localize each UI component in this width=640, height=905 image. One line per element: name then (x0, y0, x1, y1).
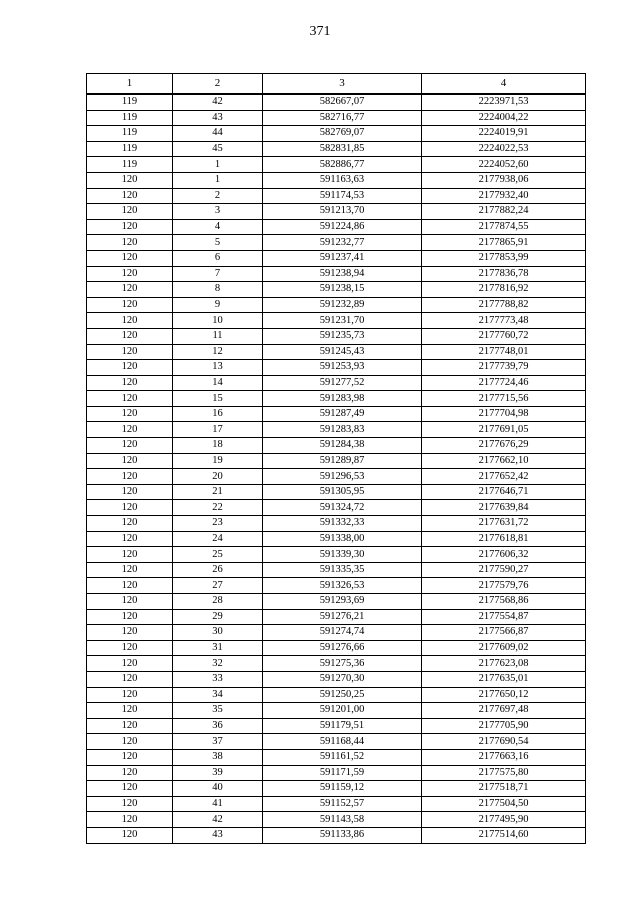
table-cell-col-3: 591161,52 (263, 749, 422, 765)
table-cell-col-2: 44 (173, 126, 263, 142)
table-cell-col-2: 40 (173, 781, 263, 797)
table-cell-col-3: 591338,00 (263, 531, 422, 547)
table-cell-col-2: 45 (173, 141, 263, 157)
table-cell-col-4: 2177590,27 (422, 562, 586, 578)
table-cell-col-2: 32 (173, 656, 263, 672)
table-row (87, 562, 586, 578)
table-row (87, 749, 586, 765)
table-cell-col-3: 582769,07 (263, 126, 422, 142)
table-row (87, 640, 586, 656)
table-cell-col-2: 13 (173, 360, 263, 376)
table-row (87, 812, 586, 828)
table-cell-col-1: 119 (87, 141, 173, 157)
table-cell-col-1: 120 (87, 406, 173, 422)
table-row (87, 94, 586, 110)
table-cell-col-4: 2177724,46 (422, 375, 586, 391)
table-cell-col-4: 2177618,81 (422, 531, 586, 547)
table-body (87, 94, 586, 843)
table-row (87, 344, 586, 360)
table-cell-col-2: 1 (173, 172, 263, 188)
table-cell-col-4: 2177760,72 (422, 328, 586, 344)
table-cell-col-1: 120 (87, 172, 173, 188)
table-row (87, 500, 586, 516)
table-cell-col-3: 591152,57 (263, 796, 422, 812)
table-row (87, 765, 586, 781)
table-cell-col-2: 42 (173, 812, 263, 828)
table-row (87, 594, 586, 610)
table-cell-col-2: 28 (173, 594, 263, 610)
table-row (87, 827, 586, 843)
table-cell-col-4: 2177690,54 (422, 734, 586, 750)
table-cell-col-1: 120 (87, 500, 173, 516)
table-row (87, 484, 586, 500)
table-cell-col-1: 120 (87, 250, 173, 266)
table-cell-col-2: 35 (173, 703, 263, 719)
table-row (87, 360, 586, 376)
table-row (87, 126, 586, 142)
coordinates-table (86, 73, 586, 844)
table-cell-col-1: 119 (87, 126, 173, 142)
table-cell-col-4: 2177938,06 (422, 172, 586, 188)
table-row (87, 609, 586, 625)
table-cell-col-4: 2177882,24 (422, 204, 586, 220)
table-cell-col-1: 120 (87, 516, 173, 532)
table-cell-col-4: 2177773,48 (422, 313, 586, 329)
table-cell-col-3: 591324,72 (263, 500, 422, 516)
table-cell-col-4: 2177646,71 (422, 484, 586, 500)
table-row (87, 250, 586, 266)
table-cell-col-4: 2177514,60 (422, 827, 586, 843)
table-cell-col-1: 120 (87, 656, 173, 672)
table-cell-col-1: 120 (87, 781, 173, 797)
table-cell-col-2: 38 (173, 749, 263, 765)
table-row (87, 718, 586, 734)
table-cell-col-3: 591339,30 (263, 547, 422, 563)
table-cell-col-4: 2177566,87 (422, 625, 586, 641)
table-row (87, 172, 586, 188)
table-cell-col-4: 2177874,55 (422, 219, 586, 235)
table-cell-col-4: 2177853,99 (422, 250, 586, 266)
table-cell-col-3: 591159,12 (263, 781, 422, 797)
table-cell-col-3: 591174,53 (263, 188, 422, 204)
table-cell-col-1: 120 (87, 313, 173, 329)
table-cell-col-3: 591293,69 (263, 594, 422, 610)
table-cell-col-3: 591133,86 (263, 827, 422, 843)
table-cell-col-1: 120 (87, 297, 173, 313)
table-row (87, 157, 586, 173)
table-cell-col-2: 3 (173, 204, 263, 220)
table-cell-col-4: 2177650,12 (422, 687, 586, 703)
table-cell-col-3: 591283,98 (263, 391, 422, 407)
table-cell-col-3: 591245,43 (263, 344, 422, 360)
table-cell-col-2: 23 (173, 516, 263, 532)
table-cell-col-1: 120 (87, 547, 173, 563)
table-cell-col-3: 591143,58 (263, 812, 422, 828)
table-cell-col-3: 591235,73 (263, 328, 422, 344)
table-row (87, 453, 586, 469)
table-cell-col-3: 591287,49 (263, 406, 422, 422)
table-cell-col-2: 42 (173, 94, 263, 110)
table-cell-col-3: 591305,95 (263, 484, 422, 500)
table-cell-col-1: 120 (87, 453, 173, 469)
table-cell-col-1: 120 (87, 578, 173, 594)
table-cell-col-2: 5 (173, 235, 263, 251)
table-cell-col-3: 591276,66 (263, 640, 422, 656)
table-cell-col-4: 2177631,72 (422, 516, 586, 532)
table-row (87, 141, 586, 157)
table-cell-col-2: 43 (173, 110, 263, 126)
table-cell-col-3: 591201,00 (263, 703, 422, 719)
table-cell-col-2: 8 (173, 282, 263, 298)
table-cell-col-3: 591277,52 (263, 375, 422, 391)
table-cell-col-2: 25 (173, 547, 263, 563)
table-cell-col-2: 27 (173, 578, 263, 594)
table-cell-col-3: 591289,87 (263, 453, 422, 469)
table-cell-col-3: 582716,77 (263, 110, 422, 126)
table-row (87, 703, 586, 719)
table-cell-col-2: 26 (173, 562, 263, 578)
table-cell-col-4: 2223971,53 (422, 94, 586, 110)
table-row (87, 796, 586, 812)
table-cell-col-2: 34 (173, 687, 263, 703)
table-cell-col-2: 16 (173, 406, 263, 422)
table-cell-col-2: 2 (173, 188, 263, 204)
table-cell-col-1: 120 (87, 282, 173, 298)
table-cell-col-4: 2177623,08 (422, 656, 586, 672)
table-cell-col-1: 120 (87, 562, 173, 578)
table-cell-col-2: 31 (173, 640, 263, 656)
table-cell-col-1: 120 (87, 204, 173, 220)
table-cell-col-3: 591335,35 (263, 562, 422, 578)
table-cell-col-1: 120 (87, 827, 173, 843)
table-cell-col-1: 120 (87, 734, 173, 750)
table-row (87, 734, 586, 750)
table-cell-col-2: 11 (173, 328, 263, 344)
table-row (87, 656, 586, 672)
table-row (87, 516, 586, 532)
table-cell-col-2: 19 (173, 453, 263, 469)
table-cell-col-1: 120 (87, 703, 173, 719)
table-cell-col-1: 120 (87, 671, 173, 687)
table-row (87, 235, 586, 251)
table-cell-col-4: 2177575,80 (422, 765, 586, 781)
page-number: 371 (309, 24, 331, 39)
table-cell-col-4: 2177705,90 (422, 718, 586, 734)
table-cell-col-3: 591326,53 (263, 578, 422, 594)
table-row (87, 219, 586, 235)
table-row (87, 469, 586, 485)
table-row (87, 578, 586, 594)
table-row (87, 547, 586, 563)
table-cell-col-4: 2177504,50 (422, 796, 586, 812)
table-cell-col-1: 119 (87, 157, 173, 173)
table-cell-col-3: 591296,53 (263, 469, 422, 485)
table-row (87, 625, 586, 641)
table-cell-col-2: 17 (173, 422, 263, 438)
table-cell-col-4: 2177676,29 (422, 438, 586, 454)
table-row (87, 188, 586, 204)
table-cell-col-2: 14 (173, 375, 263, 391)
table-cell-col-2: 30 (173, 625, 263, 641)
table-cell-col-4: 2177662,10 (422, 453, 586, 469)
table-cell-col-2: 9 (173, 297, 263, 313)
table-cell-col-1: 120 (87, 438, 173, 454)
table-cell-col-1: 119 (87, 110, 173, 126)
table-cell-col-4: 2177639,84 (422, 500, 586, 516)
table-cell-col-4: 2177568,86 (422, 594, 586, 610)
table-cell-col-4: 2177518,71 (422, 781, 586, 797)
table-row (87, 781, 586, 797)
table-cell-col-1: 120 (87, 469, 173, 485)
table-cell-col-2: 24 (173, 531, 263, 547)
header-cell-col-2: 2 (173, 74, 263, 95)
table-cell-col-1: 120 (87, 375, 173, 391)
table-cell-col-2: 12 (173, 344, 263, 360)
table-cell-col-3: 591237,41 (263, 250, 422, 266)
table-cell-col-3: 591276,21 (263, 609, 422, 625)
table-cell-col-3: 582886,77 (263, 157, 422, 173)
header-cell-col-1: 1 (87, 74, 173, 95)
table-cell-col-4: 2177697,48 (422, 703, 586, 719)
table-cell-col-3: 591232,89 (263, 297, 422, 313)
table-row (87, 671, 586, 687)
table-cell-col-1: 120 (87, 188, 173, 204)
table-cell-col-1: 120 (87, 687, 173, 703)
table-cell-col-2: 18 (173, 438, 263, 454)
table-cell-col-4: 2177691,05 (422, 422, 586, 438)
header-cell-col-3: 3 (263, 74, 422, 95)
table-cell-col-3: 591231,70 (263, 313, 422, 329)
table-cell-col-1: 120 (87, 344, 173, 360)
table-cell-col-2: 15 (173, 391, 263, 407)
header-row (87, 74, 586, 95)
table-cell-col-4: 2177579,76 (422, 578, 586, 594)
table-cell-col-2: 20 (173, 469, 263, 485)
table-cell-col-2: 37 (173, 734, 263, 750)
table-cell-col-1: 120 (87, 718, 173, 734)
table-cell-col-3: 591275,36 (263, 656, 422, 672)
table-cell-col-1: 120 (87, 765, 173, 781)
table-cell-col-4: 2224022,53 (422, 141, 586, 157)
table-cell-col-4: 2177865,91 (422, 235, 586, 251)
table-row (87, 282, 586, 298)
table-row (87, 266, 586, 282)
table-cell-col-2: 39 (173, 765, 263, 781)
table-row (87, 313, 586, 329)
table-row (87, 297, 586, 313)
table-cell-col-4: 2177652,42 (422, 469, 586, 485)
table-row (87, 375, 586, 391)
table-cell-col-2: 21 (173, 484, 263, 500)
table-cell-col-3: 591253,93 (263, 360, 422, 376)
table-cell-col-1: 120 (87, 235, 173, 251)
table-cell-col-1: 120 (87, 796, 173, 812)
table-cell-col-3: 582667,07 (263, 94, 422, 110)
table-cell-col-1: 120 (87, 219, 173, 235)
table-cell-col-3: 591163,63 (263, 172, 422, 188)
table-cell-col-4: 2177788,82 (422, 297, 586, 313)
table-cell-col-1: 120 (87, 594, 173, 610)
table-cell-col-4: 2177663,16 (422, 749, 586, 765)
table-cell-col-2: 1 (173, 157, 263, 173)
table-header (87, 74, 586, 95)
table-row (87, 391, 586, 407)
table-row (87, 687, 586, 703)
table-cell-col-2: 43 (173, 827, 263, 843)
table-cell-col-3: 591179,51 (263, 718, 422, 734)
table-cell-col-2: 41 (173, 796, 263, 812)
table-cell-col-4: 2177609,02 (422, 640, 586, 656)
table-cell-col-2: 4 (173, 219, 263, 235)
table-cell-col-4: 2224019,91 (422, 126, 586, 142)
table-cell-col-1: 120 (87, 266, 173, 282)
table-cell-col-4: 2177704,98 (422, 406, 586, 422)
table-cell-col-1: 120 (87, 360, 173, 376)
table-cell-col-3: 591238,94 (263, 266, 422, 282)
table-cell-col-2: 7 (173, 266, 263, 282)
table-cell-col-3: 591250,25 (263, 687, 422, 703)
table-cell-col-4: 2177932,40 (422, 188, 586, 204)
table-cell-col-1: 120 (87, 531, 173, 547)
table-cell-col-3: 591284,38 (263, 438, 422, 454)
table-cell-col-4: 2177836,78 (422, 266, 586, 282)
table-cell-col-4: 2177816,92 (422, 282, 586, 298)
table-cell-col-1: 120 (87, 640, 173, 656)
table-cell-col-1: 120 (87, 328, 173, 344)
table-cell-col-1: 120 (87, 391, 173, 407)
table-cell-col-4: 2177739,79 (422, 360, 586, 376)
table-cell-col-4: 2177748,01 (422, 344, 586, 360)
table-cell-col-3: 591213,70 (263, 204, 422, 220)
table-cell-col-2: 10 (173, 313, 263, 329)
table-cell-col-2: 36 (173, 718, 263, 734)
table-cell-col-3: 591168,44 (263, 734, 422, 750)
table-cell-col-3: 591283,83 (263, 422, 422, 438)
table-cell-col-4: 2177554,87 (422, 609, 586, 625)
table-cell-col-3: 591332,33 (263, 516, 422, 532)
table-cell-col-4: 2177715,56 (422, 391, 586, 407)
table-cell-col-4: 2177495,90 (422, 812, 586, 828)
table-cell-col-3: 591274,74 (263, 625, 422, 641)
table-cell-col-1: 120 (87, 749, 173, 765)
table-row (87, 438, 586, 454)
table-cell-col-1: 119 (87, 94, 173, 110)
table-cell-col-1: 120 (87, 484, 173, 500)
table-row (87, 406, 586, 422)
table-cell-col-4: 2224004,22 (422, 110, 586, 126)
table-cell-col-4: 2177606,32 (422, 547, 586, 563)
table-row (87, 204, 586, 220)
table-row (87, 328, 586, 344)
table-cell-col-4: 2177635,01 (422, 671, 586, 687)
table-cell-col-3: 591171,59 (263, 765, 422, 781)
table-cell-col-2: 6 (173, 250, 263, 266)
table-cell-col-1: 120 (87, 812, 173, 828)
table-cell-col-1: 120 (87, 625, 173, 641)
table-cell-col-2: 22 (173, 500, 263, 516)
header-cell-col-4: 4 (422, 74, 586, 95)
table-cell-col-3: 591270,30 (263, 671, 422, 687)
table-cell-col-1: 120 (87, 609, 173, 625)
table-cell-col-4: 2224052,60 (422, 157, 586, 173)
table-cell-col-2: 29 (173, 609, 263, 625)
table-cell-col-3: 582831,85 (263, 141, 422, 157)
table-row (87, 531, 586, 547)
table-cell-col-1: 120 (87, 422, 173, 438)
table-row (87, 110, 586, 126)
table-cell-col-2: 33 (173, 671, 263, 687)
table-cell-col-3: 591238,15 (263, 282, 422, 298)
table-cell-col-3: 591232,77 (263, 235, 422, 251)
table-cell-col-3: 591224,86 (263, 219, 422, 235)
table-row (87, 422, 586, 438)
